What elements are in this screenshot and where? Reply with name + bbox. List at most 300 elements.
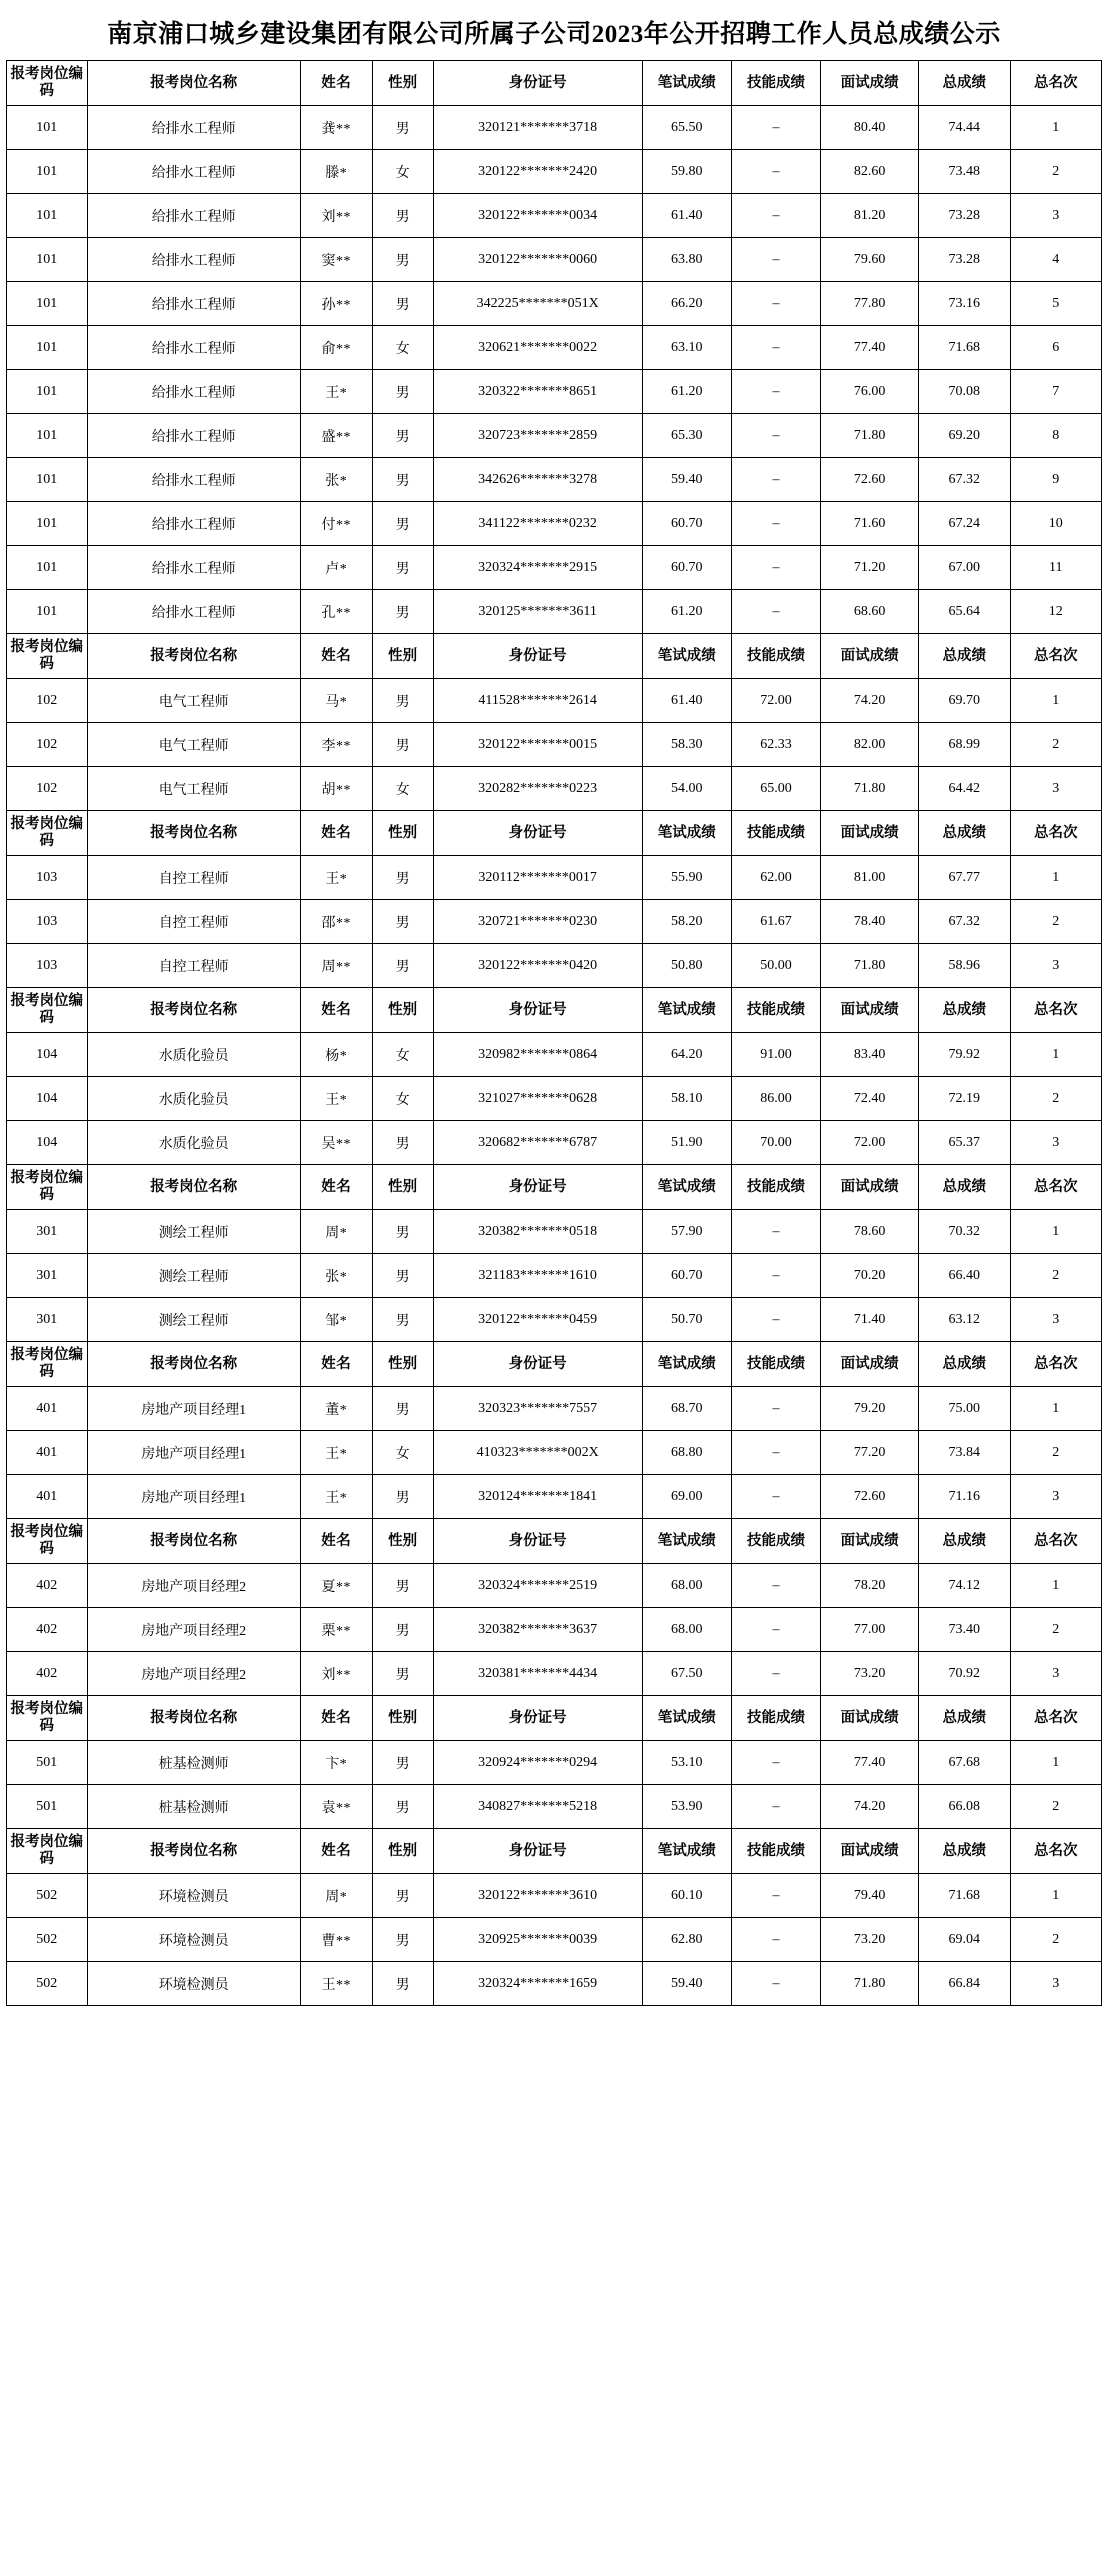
cell-rank: 11 [1010, 546, 1102, 590]
cell-skill: 86.00 [731, 1077, 820, 1121]
cell-skill: 61.67 [731, 900, 820, 944]
cell-written: 68.70 [642, 1387, 731, 1431]
table-header-row [7, 988, 1102, 1033]
cell-post: 环境检测员 [87, 1874, 300, 1918]
cell-name: 俞** [300, 326, 372, 370]
cell-name: 滕* [300, 150, 372, 194]
cell-written: 61.40 [642, 194, 731, 238]
cell-post: 给排水工程师 [87, 502, 300, 546]
cell-total: 67.32 [919, 458, 1010, 502]
cell-code: 102 [7, 767, 88, 811]
cell-gender: 女 [372, 1077, 433, 1121]
table-row [7, 1033, 1102, 1077]
cell-id: 320324*******1659 [433, 1962, 642, 2006]
cell-rank: 3 [1010, 1475, 1102, 1519]
header-cell-written: 笔试成绩 [642, 634, 731, 679]
cell-code: 301 [7, 1210, 88, 1254]
header-cell-name: 姓名 [300, 1519, 372, 1564]
cell-interview: 72.00 [821, 1121, 919, 1165]
cell-post: 环境检测员 [87, 1918, 300, 1962]
cell-interview: 78.60 [821, 1210, 919, 1254]
cell-total: 67.24 [919, 502, 1010, 546]
cell-id: 321027*******0628 [433, 1077, 642, 1121]
cell-gender: 男 [372, 414, 433, 458]
cell-rank: 2 [1010, 900, 1102, 944]
cell-post: 房地产项目经理1 [87, 1475, 300, 1519]
cell-skill: – [731, 1918, 820, 1962]
cell-interview: 78.20 [821, 1564, 919, 1608]
cell-written: 68.00 [642, 1608, 731, 1652]
cell-gender: 男 [372, 370, 433, 414]
cell-interview: 70.20 [821, 1254, 919, 1298]
cell-rank: 3 [1010, 1121, 1102, 1165]
cell-name: 王** [300, 1962, 372, 2006]
cell-code: 301 [7, 1298, 88, 1342]
cell-interview: 71.80 [821, 414, 919, 458]
cell-skill: 65.00 [731, 767, 820, 811]
cell-interview: 72.40 [821, 1077, 919, 1121]
table-row [7, 150, 1102, 194]
cell-written: 54.00 [642, 767, 731, 811]
cell-total: 69.20 [919, 414, 1010, 458]
cell-gender: 男 [372, 944, 433, 988]
cell-interview: 71.40 [821, 1298, 919, 1342]
table-row [7, 679, 1102, 723]
header-cell-post: 报考岗位名称 [87, 61, 300, 106]
cell-total: 66.08 [919, 1785, 1010, 1829]
cell-total: 64.42 [919, 767, 1010, 811]
cell-id: 320122*******2420 [433, 150, 642, 194]
cell-gender: 男 [372, 1962, 433, 2006]
header-cell-post: 报考岗位名称 [87, 1696, 300, 1741]
header-cell-written: 笔试成绩 [642, 1696, 731, 1741]
table-row [7, 1475, 1102, 1519]
cell-name: 卞* [300, 1741, 372, 1785]
header-cell-name: 姓名 [300, 61, 372, 106]
cell-rank: 2 [1010, 723, 1102, 767]
header-cell-id: 身份证号 [433, 1519, 642, 1564]
cell-name: 窦** [300, 238, 372, 282]
cell-rank: 5 [1010, 282, 1102, 326]
header-cell-written: 笔试成绩 [642, 811, 731, 856]
cell-total: 73.28 [919, 238, 1010, 282]
header-cell-rank: 总名次 [1010, 1829, 1102, 1874]
cell-code: 501 [7, 1741, 88, 1785]
header-cell-id: 身份证号 [433, 1342, 642, 1387]
header-cell-total: 总成绩 [919, 988, 1010, 1033]
cell-name: 王* [300, 856, 372, 900]
table-row [7, 414, 1102, 458]
header-cell-name: 姓名 [300, 1165, 372, 1210]
cell-interview: 76.00 [821, 370, 919, 414]
cell-written: 61.40 [642, 679, 731, 723]
cell-total: 70.08 [919, 370, 1010, 414]
results-table-body [7, 61, 1102, 2006]
cell-rank: 12 [1010, 590, 1102, 634]
cell-name: 王* [300, 1475, 372, 1519]
header-cell-gender: 性别 [372, 1696, 433, 1741]
cell-post: 房地产项目经理2 [87, 1608, 300, 1652]
header-cell-interview: 面试成绩 [821, 61, 919, 106]
header-cell-name: 姓名 [300, 634, 372, 679]
cell-id: 320122*******0034 [433, 194, 642, 238]
cell-code: 101 [7, 194, 88, 238]
cell-name: 袁** [300, 1785, 372, 1829]
cell-code: 103 [7, 944, 88, 988]
cell-gender: 男 [372, 1254, 433, 1298]
header-cell-interview: 面试成绩 [821, 1696, 919, 1741]
cell-id: 320122*******0060 [433, 238, 642, 282]
cell-total: 67.68 [919, 1741, 1010, 1785]
cell-name: 龚** [300, 106, 372, 150]
header-cell-interview: 面试成绩 [821, 1519, 919, 1564]
cell-written: 58.20 [642, 900, 731, 944]
cell-rank: 1 [1010, 1033, 1102, 1077]
cell-skill: – [731, 1254, 820, 1298]
table-row [7, 767, 1102, 811]
cell-gender: 男 [372, 723, 433, 767]
header-cell-gender: 性别 [372, 1519, 433, 1564]
cell-post: 给排水工程师 [87, 150, 300, 194]
cell-interview: 74.20 [821, 679, 919, 723]
cell-post: 给排水工程师 [87, 590, 300, 634]
header-cell-id: 身份证号 [433, 61, 642, 106]
cell-rank: 1 [1010, 679, 1102, 723]
header-cell-id: 身份证号 [433, 988, 642, 1033]
cell-code: 101 [7, 590, 88, 634]
cell-id: 410323*******002X [433, 1431, 642, 1475]
cell-id: 320122*******0015 [433, 723, 642, 767]
header-cell-rank: 总名次 [1010, 988, 1102, 1033]
cell-rank: 3 [1010, 1298, 1102, 1342]
cell-name: 吴** [300, 1121, 372, 1165]
table-row [7, 1077, 1102, 1121]
cell-total: 63.12 [919, 1298, 1010, 1342]
cell-gender: 男 [372, 1608, 433, 1652]
table-row [7, 1874, 1102, 1918]
cell-skill: – [731, 546, 820, 590]
cell-post: 给排水工程师 [87, 194, 300, 238]
cell-post: 桩基检测师 [87, 1785, 300, 1829]
cell-rank: 3 [1010, 767, 1102, 811]
cell-gender: 男 [372, 1121, 433, 1165]
cell-gender: 男 [372, 1785, 433, 1829]
cell-post: 水质化验员 [87, 1077, 300, 1121]
cell-skill: – [731, 1874, 820, 1918]
header-cell-skill: 技能成绩 [731, 1696, 820, 1741]
table-row [7, 1564, 1102, 1608]
cell-id: 320382*******0518 [433, 1210, 642, 1254]
cell-written: 68.80 [642, 1431, 731, 1475]
cell-total: 71.68 [919, 326, 1010, 370]
cell-gender: 男 [372, 1475, 433, 1519]
cell-id: 320382*******3637 [433, 1608, 642, 1652]
header-cell-rank: 总名次 [1010, 1696, 1102, 1741]
header-cell-written: 笔试成绩 [642, 1165, 731, 1210]
cell-code: 101 [7, 282, 88, 326]
cell-rank: 2 [1010, 1918, 1102, 1962]
cell-rank: 1 [1010, 1741, 1102, 1785]
cell-written: 60.10 [642, 1874, 731, 1918]
cell-name: 孙** [300, 282, 372, 326]
table-header-row [7, 61, 1102, 106]
cell-name: 邹* [300, 1298, 372, 1342]
cell-rank: 1 [1010, 856, 1102, 900]
page-title: 南京浦口城乡建设集团有限公司所属子公司2023年公开招聘工作人员总成绩公示 [107, 21, 1001, 48]
header-cell-interview: 面试成绩 [821, 1829, 919, 1874]
cell-name: 刘** [300, 194, 372, 238]
cell-id: 411528*******2614 [433, 679, 642, 723]
cell-name: 邵** [300, 900, 372, 944]
table-row [7, 502, 1102, 546]
cell-id: 320324*******2915 [433, 546, 642, 590]
cell-id: 320982*******0864 [433, 1033, 642, 1077]
cell-code: 104 [7, 1077, 88, 1121]
header-cell-post: 报考岗位名称 [87, 1519, 300, 1564]
cell-interview: 77.00 [821, 1608, 919, 1652]
cell-name: 王* [300, 370, 372, 414]
table-row [7, 1962, 1102, 2006]
cell-skill: – [731, 414, 820, 458]
cell-skill: – [731, 1962, 820, 2006]
header-cell-name: 姓名 [300, 988, 372, 1033]
cell-total: 74.44 [919, 106, 1010, 150]
cell-post: 房地产项目经理2 [87, 1652, 300, 1696]
cell-interview: 79.20 [821, 1387, 919, 1431]
cell-total: 75.00 [919, 1387, 1010, 1431]
header-cell-written: 笔试成绩 [642, 61, 731, 106]
header-cell-total: 总成绩 [919, 1342, 1010, 1387]
table-row [7, 282, 1102, 326]
cell-gender: 男 [372, 1210, 433, 1254]
cell-gender: 男 [372, 282, 433, 326]
header-cell-written: 笔试成绩 [642, 1829, 731, 1874]
cell-code: 401 [7, 1387, 88, 1431]
cell-total: 69.04 [919, 1918, 1010, 1962]
cell-interview: 72.60 [821, 1475, 919, 1519]
cell-total: 66.40 [919, 1254, 1010, 1298]
cell-id: 320682*******6787 [433, 1121, 642, 1165]
cell-total: 58.96 [919, 944, 1010, 988]
table-header-row [7, 1829, 1102, 1874]
cell-gender: 女 [372, 1431, 433, 1475]
cell-written: 58.10 [642, 1077, 731, 1121]
header-cell-code: 报考岗位编码 [7, 1696, 88, 1741]
table-row [7, 370, 1102, 414]
table-row [7, 1298, 1102, 1342]
cell-code: 301 [7, 1254, 88, 1298]
header-cell-rank: 总名次 [1010, 634, 1102, 679]
cell-code: 101 [7, 106, 88, 150]
cell-rank: 8 [1010, 414, 1102, 458]
cell-name: 栗** [300, 1608, 372, 1652]
cell-code: 103 [7, 856, 88, 900]
cell-written: 60.70 [642, 1254, 731, 1298]
header-cell-rank: 总名次 [1010, 61, 1102, 106]
cell-written: 61.20 [642, 590, 731, 634]
cell-post: 房地产项目经理1 [87, 1431, 300, 1475]
cell-id: 320924*******0294 [433, 1741, 642, 1785]
table-row [7, 723, 1102, 767]
header-cell-name: 姓名 [300, 1696, 372, 1741]
header-cell-gender: 性别 [372, 634, 433, 679]
cell-gender: 女 [372, 326, 433, 370]
table-header-row [7, 1696, 1102, 1741]
cell-written: 63.10 [642, 326, 731, 370]
cell-skill: 72.00 [731, 679, 820, 723]
cell-gender: 男 [372, 1874, 433, 1918]
cell-rank: 3 [1010, 1652, 1102, 1696]
cell-post: 自控工程师 [87, 856, 300, 900]
cell-total: 73.48 [919, 150, 1010, 194]
cell-interview: 77.80 [821, 282, 919, 326]
cell-code: 502 [7, 1874, 88, 1918]
header-cell-id: 身份证号 [433, 1696, 642, 1741]
cell-name: 胡** [300, 767, 372, 811]
cell-interview: 80.40 [821, 106, 919, 150]
cell-gender: 男 [372, 1741, 433, 1785]
cell-name: 孔** [300, 590, 372, 634]
cell-skill: – [731, 1431, 820, 1475]
cell-interview: 81.00 [821, 856, 919, 900]
cell-skill: – [731, 1785, 820, 1829]
cell-post: 给排水工程师 [87, 238, 300, 282]
cell-name: 马* [300, 679, 372, 723]
table-row [7, 590, 1102, 634]
table-row [7, 238, 1102, 282]
cell-rank: 1 [1010, 1564, 1102, 1608]
header-cell-total: 总成绩 [919, 1829, 1010, 1874]
table-header-row [7, 811, 1102, 856]
cell-interview: 77.20 [821, 1431, 919, 1475]
header-cell-name: 姓名 [300, 811, 372, 856]
cell-gender: 男 [372, 1298, 433, 1342]
cell-post: 电气工程师 [87, 767, 300, 811]
cell-name: 刘** [300, 1652, 372, 1696]
table-row [7, 106, 1102, 150]
cell-interview: 71.20 [821, 546, 919, 590]
cell-gender: 男 [372, 238, 433, 282]
cell-total: 67.32 [919, 900, 1010, 944]
header-cell-code: 报考岗位编码 [7, 1165, 88, 1210]
cell-total: 74.12 [919, 1564, 1010, 1608]
cell-rank: 3 [1010, 944, 1102, 988]
cell-rank: 2 [1010, 1431, 1102, 1475]
cell-total: 67.77 [919, 856, 1010, 900]
cell-total: 73.16 [919, 282, 1010, 326]
table-row [7, 326, 1102, 370]
cell-interview: 71.80 [821, 1962, 919, 2006]
cell-id: 320125*******3611 [433, 590, 642, 634]
cell-interview: 73.20 [821, 1918, 919, 1962]
cell-written: 68.00 [642, 1564, 731, 1608]
cell-code: 402 [7, 1564, 88, 1608]
cell-name: 曹** [300, 1918, 372, 1962]
cell-total: 79.92 [919, 1033, 1010, 1077]
cell-name: 周** [300, 944, 372, 988]
table-row [7, 458, 1102, 502]
header-cell-written: 笔试成绩 [642, 1342, 731, 1387]
cell-skill: – [731, 1741, 820, 1785]
cell-post: 给排水工程师 [87, 370, 300, 414]
cell-skill: 62.33 [731, 723, 820, 767]
cell-id: 340827*******5218 [433, 1785, 642, 1829]
header-cell-rank: 总名次 [1010, 1342, 1102, 1387]
header-cell-post: 报考岗位名称 [87, 1165, 300, 1210]
cell-skill: – [731, 1210, 820, 1254]
header-cell-total: 总成绩 [919, 1696, 1010, 1741]
header-cell-total: 总成绩 [919, 1519, 1010, 1564]
cell-post: 房地产项目经理2 [87, 1564, 300, 1608]
cell-skill: – [731, 1475, 820, 1519]
header-cell-written: 笔试成绩 [642, 988, 731, 1033]
cell-written: 59.40 [642, 458, 731, 502]
header-cell-gender: 性别 [372, 988, 433, 1033]
cell-total: 70.32 [919, 1210, 1010, 1254]
cell-written: 59.80 [642, 150, 731, 194]
cell-skill: – [731, 1608, 820, 1652]
cell-written: 50.80 [642, 944, 731, 988]
header-cell-rank: 总名次 [1010, 811, 1102, 856]
cell-skill: – [731, 1564, 820, 1608]
table-row [7, 194, 1102, 238]
cell-gender: 女 [372, 150, 433, 194]
cell-total: 67.00 [919, 546, 1010, 590]
header-cell-post: 报考岗位名称 [87, 811, 300, 856]
cell-code: 501 [7, 1785, 88, 1829]
header-cell-interview: 面试成绩 [821, 1342, 919, 1387]
cell-code: 101 [7, 546, 88, 590]
header-cell-post: 报考岗位名称 [87, 988, 300, 1033]
header-cell-code: 报考岗位编码 [7, 988, 88, 1033]
cell-post: 环境检测员 [87, 1962, 300, 2006]
header-cell-total: 总成绩 [919, 811, 1010, 856]
cell-interview: 72.60 [821, 458, 919, 502]
cell-total: 73.84 [919, 1431, 1010, 1475]
cell-post: 水质化验员 [87, 1121, 300, 1165]
cell-interview: 81.20 [821, 194, 919, 238]
cell-code: 102 [7, 723, 88, 767]
cell-code: 402 [7, 1608, 88, 1652]
cell-code: 103 [7, 900, 88, 944]
cell-code: 401 [7, 1431, 88, 1475]
cell-rank: 9 [1010, 458, 1102, 502]
cell-id: 320122*******0420 [433, 944, 642, 988]
cell-interview: 71.80 [821, 944, 919, 988]
table-row [7, 1431, 1102, 1475]
cell-post: 测绘工程师 [87, 1210, 300, 1254]
cell-interview: 71.80 [821, 767, 919, 811]
header-cell-name: 姓名 [300, 1829, 372, 1874]
cell-skill: – [731, 326, 820, 370]
cell-code: 101 [7, 326, 88, 370]
cell-total: 66.84 [919, 1962, 1010, 2006]
cell-written: 66.20 [642, 282, 731, 326]
cell-gender: 男 [372, 458, 433, 502]
cell-post: 电气工程师 [87, 723, 300, 767]
cell-skill: – [731, 150, 820, 194]
cell-gender: 男 [372, 1652, 433, 1696]
cell-post: 电气工程师 [87, 679, 300, 723]
header-cell-code: 报考岗位编码 [7, 1829, 88, 1874]
cell-gender: 女 [372, 767, 433, 811]
cell-code: 101 [7, 458, 88, 502]
cell-rank: 7 [1010, 370, 1102, 414]
cell-id: 320925*******0039 [433, 1918, 642, 1962]
header-cell-id: 身份证号 [433, 1165, 642, 1210]
cell-gender: 男 [372, 590, 433, 634]
cell-gender: 男 [372, 1387, 433, 1431]
